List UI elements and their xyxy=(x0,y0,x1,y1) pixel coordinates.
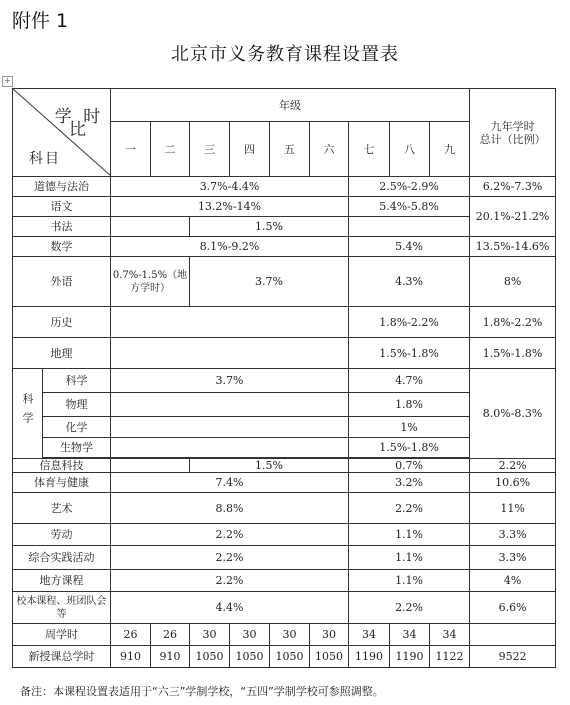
empty-cell xyxy=(111,307,349,338)
value-g7-9: 4.7% xyxy=(349,369,470,393)
value-g3-6: 1.5% xyxy=(190,459,349,473)
header-total: 九年学时 总计（比例） xyxy=(470,89,556,177)
value-g7-9: 1.8% xyxy=(349,393,470,417)
weekly-hours-g4: 30 xyxy=(230,624,270,646)
value-g1-2: 0.7%-1.5%（地方学时） xyxy=(111,257,190,307)
value-g7-9: 2.2% xyxy=(349,592,470,624)
total-value: 3.3% xyxy=(470,524,556,546)
weekly-hours-g3: 30 xyxy=(190,624,230,646)
total-value: 8.0%-8.3% xyxy=(470,369,556,459)
value-g7-9: 1.1% xyxy=(349,570,470,592)
science-group-text: 科学 xyxy=(21,393,34,431)
value-g7-9: 1.8%-2.2% xyxy=(349,307,470,338)
subject-name: 校本课程、班团队会等 xyxy=(13,592,111,624)
grade-4: 四 xyxy=(230,122,270,177)
subject-name: 信息科技 xyxy=(13,459,111,473)
total-value: 1.5%-1.8% xyxy=(470,338,556,369)
value-g1-6: 13.2%-14% xyxy=(111,197,349,217)
total-value: 10.6% xyxy=(470,473,556,493)
value-g7-9: 4.3% xyxy=(349,257,470,307)
empty-cell xyxy=(111,393,349,417)
subject-name: 体育与健康 xyxy=(13,473,111,493)
subject-name: 化学 xyxy=(43,417,111,438)
total-value: 3.3% xyxy=(470,546,556,570)
header-xueshi: 学 时 比 xyxy=(54,107,104,140)
total-value: 6.6% xyxy=(470,592,556,624)
total-hours-g3: 1050 xyxy=(190,646,230,668)
total-hours-g5: 1050 xyxy=(270,646,310,668)
grade-7: 七 xyxy=(349,122,390,177)
value-g1-6: 4.4% xyxy=(111,592,349,624)
value-g7-9: 1.5%-1.8% xyxy=(349,338,470,369)
header-grade: 年级 xyxy=(111,89,470,122)
total-value: 2.2% xyxy=(470,459,556,473)
subject-name: 道德与法治 xyxy=(13,177,111,197)
grade-1: 一 xyxy=(111,122,151,177)
total-value: 11% xyxy=(470,493,556,524)
subject-name: 新授课总学时 xyxy=(13,646,111,668)
subject-name: 生物学 xyxy=(43,438,111,458)
empty-cell xyxy=(349,217,470,237)
total-value: 9522 xyxy=(470,646,556,668)
header-kemu: 科目 xyxy=(29,151,61,167)
value-g3-6: 1.5% xyxy=(190,217,349,237)
total-value: 8% xyxy=(470,257,556,307)
subject-name: 历史 xyxy=(13,307,111,338)
total-hours-g8: 1190 xyxy=(390,646,430,668)
total-hours-g4: 1050 xyxy=(230,646,270,668)
total-hours-g1: 910 xyxy=(111,646,151,668)
value-g7-9: 2.2% xyxy=(349,493,470,524)
value-g1-6: 7.4% xyxy=(111,473,349,493)
weekly-hours-g6: 30 xyxy=(310,624,349,646)
value-g7-9: 0.7% xyxy=(349,459,470,473)
footnote: 备注：本课程设置表适用于“六三”学制学校，“五四”学制学校可参照调整。 xyxy=(20,685,384,698)
grade-6: 六 xyxy=(310,122,349,177)
value-g7-9: 2.5%-2.9% xyxy=(349,177,470,197)
total-value: 6.2%-7.3% xyxy=(470,177,556,197)
weekly-hours-g9: 34 xyxy=(430,624,470,646)
value-g7-9: 1% xyxy=(349,417,470,438)
subject-name: 劳动 xyxy=(13,524,111,546)
empty-cell xyxy=(111,438,349,458)
header-corner-cell xyxy=(13,89,111,177)
grade-5: 五 xyxy=(270,122,310,177)
empty-cell xyxy=(111,217,190,237)
value-g7-9: 3.2% xyxy=(349,473,470,493)
subject-name: 地方课程 xyxy=(13,570,111,592)
science-group-label xyxy=(13,369,43,459)
total-hours-g9: 1122 xyxy=(430,646,470,668)
subject-name: 物理 xyxy=(43,393,111,417)
value-g1-6: 8.8% xyxy=(111,493,349,524)
weekly-hours-g5: 30 xyxy=(270,624,310,646)
grade-2: 二 xyxy=(151,122,190,177)
total-value: 20.1%-21.2% xyxy=(470,197,556,237)
curriculum-table xyxy=(12,88,556,668)
empty-cell xyxy=(111,417,349,438)
subject-name: 综合实践活动 xyxy=(13,546,111,570)
grade-3: 三 xyxy=(190,122,230,177)
value-g1-6: 3.7%-4.4% xyxy=(111,177,349,197)
weekly-hours-g1: 26 xyxy=(111,624,151,646)
value-g1-6: 2.2% xyxy=(111,546,349,570)
value-g7-9: 1.1% xyxy=(349,524,470,546)
weekly-hours-g2: 26 xyxy=(151,624,190,646)
grade-8: 八 xyxy=(390,122,430,177)
page-title: 北京市义务教育课程设置表 xyxy=(171,44,399,65)
subject-name: 周学时 xyxy=(13,624,111,646)
value-g7-9: 5.4%-5.8% xyxy=(349,197,470,217)
weekly-hours-g8: 34 xyxy=(390,624,430,646)
subject-name: 艺术 xyxy=(13,493,111,524)
subject-name: 外语 xyxy=(13,257,111,307)
empty-cell xyxy=(111,338,349,369)
total-value: 1.8%-2.2% xyxy=(470,307,556,338)
total-value: 13.5%-14.6% xyxy=(470,237,556,257)
value-g1-6: 8.1%-9.2% xyxy=(111,237,349,257)
subject-name: 数学 xyxy=(13,237,111,257)
appendix-label: 附件 1 xyxy=(12,10,69,32)
value-g3-6: 3.7% xyxy=(190,257,349,307)
value-g7-9: 5.4% xyxy=(349,237,470,257)
total-value xyxy=(470,624,556,646)
empty-cell xyxy=(111,459,190,473)
table-move-handle[interactable]: + xyxy=(2,76,13,87)
subject-name: 科学 xyxy=(43,369,111,393)
weekly-hours-g7: 34 xyxy=(349,624,390,646)
value-g1-6: 3.7% xyxy=(111,369,349,393)
total-hours-g6: 1050 xyxy=(310,646,349,668)
value-g7-9: 1.1% xyxy=(349,546,470,570)
total-hours-g7: 1190 xyxy=(349,646,390,668)
subject-name: 地理 xyxy=(13,338,111,369)
total-hours-g2: 910 xyxy=(151,646,190,668)
subject-name: 语文 xyxy=(13,197,111,217)
total-value: 4% xyxy=(470,570,556,592)
subject-name: 书法 xyxy=(13,217,111,237)
grade-9: 九 xyxy=(430,122,470,177)
value-g1-6: 2.2% xyxy=(111,524,349,546)
value-g1-6: 2.2% xyxy=(111,570,349,592)
value-g7-9: 1.5%-1.8% xyxy=(349,438,470,458)
